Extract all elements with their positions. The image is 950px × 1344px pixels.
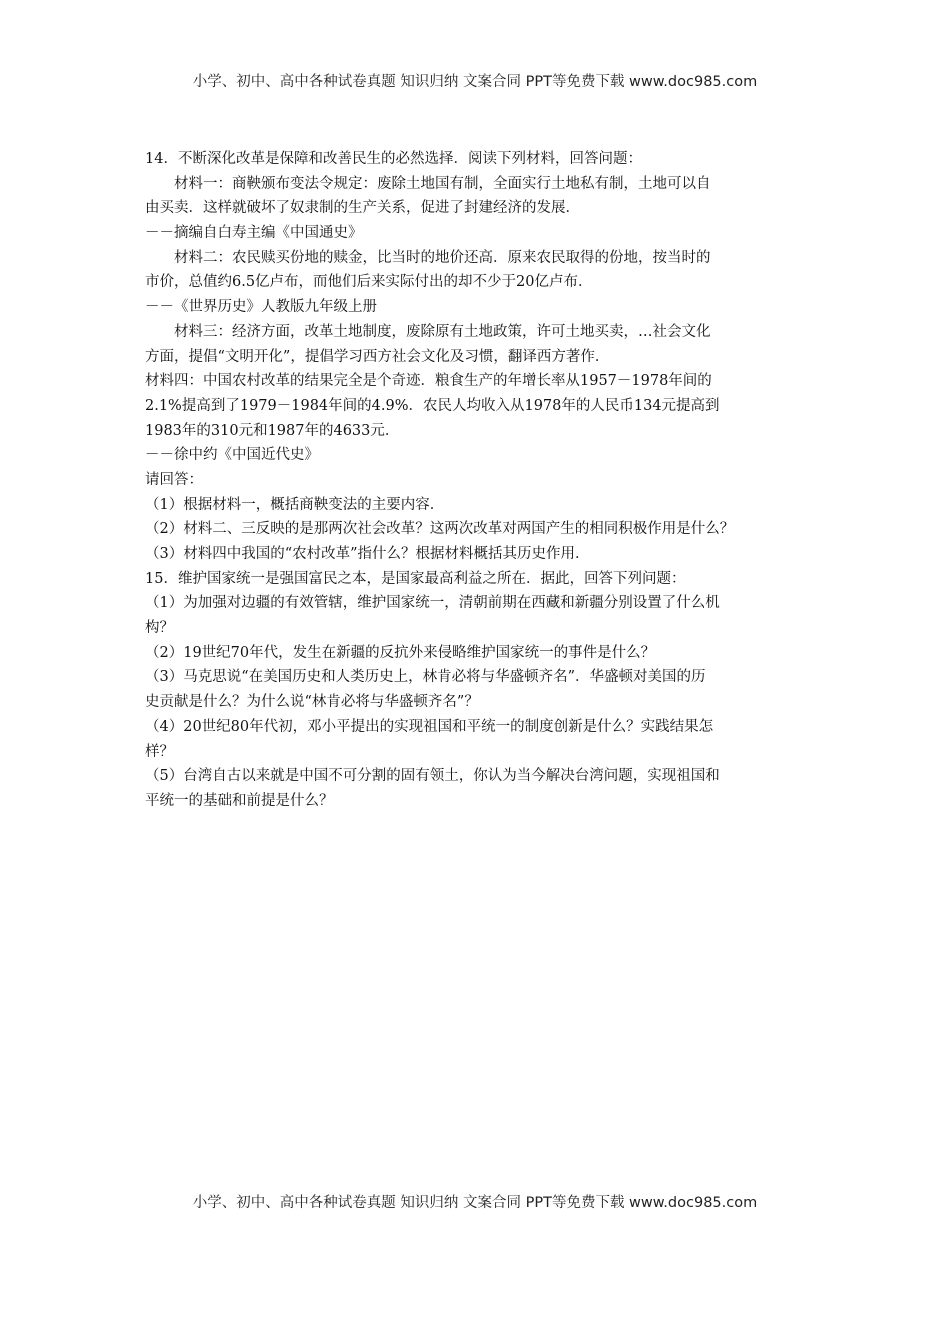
question-line: 史贡献是什么？为什么说“林肯必将与华盛顿齐名”？	[145, 694, 479, 711]
text-line: 市价，总值约6.5亿卢布，而他们后来实际付出的却不少于20亿卢布．	[145, 274, 593, 291]
text-line: 1983年的310元和1987年的4633元．	[145, 422, 400, 439]
text-line: 材料三：经济方面，改革土地制度，废除原有土地政策，许可土地买卖，…社会文化	[174, 323, 711, 340]
text-line: 材料一：商鞅颁布变法令规定：废除土地国有制，全面实行土地私有制，土地可以自	[174, 175, 711, 192]
question-line: 样？	[145, 743, 174, 760]
question-line: （2）材料二、三反映的是那两次社会改革？这两次改革对两国产生的相同积极作用是什么？	[145, 521, 735, 538]
text-line: 方面，提倡“文明开化”，提倡学习西方社会文化及习惯，翻译西方著作．	[145, 348, 610, 365]
question-line: （3）材料四中我国的“农村改革”指什么？根据材料概括其历史作用．	[145, 546, 590, 562]
text-line: 14．不断深化改革是保障和改善民生的必然选择．阅读下列材料，回答问题：	[145, 151, 642, 167]
text-line: 2.1%提高到了1979－1984年间的4.9%．农民人均收入从1978年的人民币134元提高到	[145, 397, 720, 414]
question-line: 构？	[145, 620, 174, 637]
question-line: （1）根据材料一，概括商鞅变法的主要内容．	[145, 496, 445, 513]
question-line: （2）19世纪70年代，发生在新疆的反抗外来侵略维护国家统一的事件是什么？	[145, 644, 656, 661]
page-footer: 小学、初中、高中各种试卷真题 知识归纳 文案合同 PPT等免费下载 www.doc985.com	[192, 1195, 758, 1211]
document-body	[145, 147, 825, 814]
source-line: －－徐中约《中国近代史》	[145, 447, 319, 464]
page-header: 小学、初中、高中各种试卷真题 知识归纳 文案合同 PPT等免费下载 www.doc985.com	[192, 74, 758, 90]
question-line: （4）20世纪80年代初，邓小平提出的实现祖国和平统一的制度创新是什么？实践结果怎	[145, 718, 714, 735]
text-line: 材料四：中国农村改革的结果完全是个奇迹．粮食生产的年增长率从1957－1978年间的	[145, 373, 712, 390]
question-line: （3）马克思说“在美国历史和人类历史上，林肯必将与华盛顿齐名”．华盛顿对美国的历	[145, 669, 706, 686]
source-line: －－摘编自白寿主编《中国通史》	[145, 225, 363, 242]
question-title: 15．维护国家统一是强国富民之本，是国家最高利益之所在．据此，回答下列问题：	[145, 570, 686, 587]
source-line: －－《世界历史》人教版九年级上册	[145, 299, 377, 316]
text-line: 由买卖．这样就破坏了奴隶制的生产关系，促进了封建经济的发展．	[145, 200, 580, 217]
question-line: （5）台湾自古以来就是中国不可分割的固有领土，你认为当今解决台湾问题，实现祖国和	[145, 768, 720, 785]
text-line: 材料二：农民赎买份地的赎金，比当时的地价还高．原来农民取得的份地，按当时的	[174, 249, 711, 266]
question-line: （1）为加强对边疆的有效管辖，维护国家统一，清朝前期在西藏和新疆分别设置了什么机	[145, 595, 720, 612]
question-line: 平统一的基础和前提是什么？	[145, 792, 334, 809]
text-line: 请回答：	[145, 471, 203, 488]
